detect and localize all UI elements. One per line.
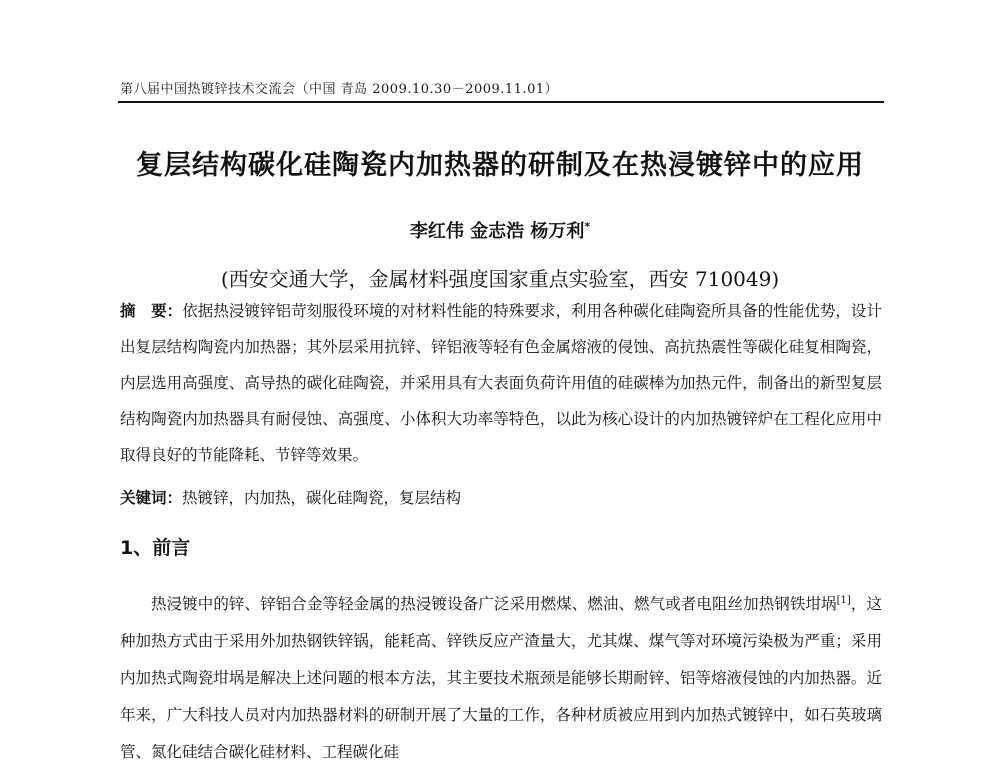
- keywords-label: 关键词：: [120, 489, 183, 507]
- section-heading: 1、前言: [120, 537, 191, 559]
- authors-names: 李红伟 金志浩 杨万利: [409, 221, 585, 242]
- intro-text-part2: ，这种加热方式由于采用外加热钢铁锌锅，能耗高、锌铁反应产渣量大，尤其煤、煤气等对环境污染极为严重；采用内加热式陶瓷坩埚是解决上述问题的根本方法，其主要技术瓶颈是能够长期耐锌、铝等熔液侵蚀的内加热器。近年来，广大科技人员对内加热器材料的研制开展了大量的工作，各种材质被应用到内加热式镀锌中，如石英玻璃管、氮化硅结合碳化硅材料、工程碳化硅: [120, 595, 882, 762]
- intro-text-part1: 热浸镀中的锌、锌铝合金等轻金属的热浸镀设备广泛采用燃煤、燃油、燃气或者电阻丝加热钢铁坩埚: [151, 595, 837, 614]
- author-list: [0, 217, 1000, 243]
- affiliation: (西安交通大学，金属材料强度国家重点实验室，西安 710049): [220, 267, 780, 291]
- header-rule: [118, 101, 884, 103]
- corresponding-author-mark: *: [584, 220, 591, 233]
- keywords-text: 热镀锌，内加热，碳化硅陶瓷，复层结构: [182, 489, 462, 507]
- abstract-label: 摘 要：: [120, 302, 183, 320]
- intro-paragraph: [120, 582, 882, 771]
- paper-title: 复层结构碳化硅陶瓷内加热器的研制及在热浸镀锌中的应用: [136, 150, 864, 181]
- abstract-text: 依据热浸镀锌铝苛刻服役环境的对材料性能的特殊要求，利用各种碳化硅陶瓷所具备的性能优势，设计出复层结构陶瓷内加热器；其外层采用抗锌、锌铝液等轻有色金属熔液的侵蚀、高抗热震性等碳化硅复相陶瓷，内层选用高强度、高导热的碳化硅陶瓷，并采用具有大表面负荷许用值的硅碳棒为加热元件，制备出的新型复层结构陶瓷内加热器具有耐侵蚀、高强度、小体积大功率等特色，以此为核心设计的内加热镀锌炉在工程化应用中取得良好的节能降耗、节锌等效果。: [120, 302, 882, 464]
- running-head: 第八届中国热镀锌技术交流会（中国 青岛 2009.10.30－2009.11.01）: [120, 82, 559, 97]
- citation-ref[interactable]: [1]: [836, 595, 851, 606]
- keywords: [120, 480, 882, 516]
- abstract: [120, 293, 882, 473]
